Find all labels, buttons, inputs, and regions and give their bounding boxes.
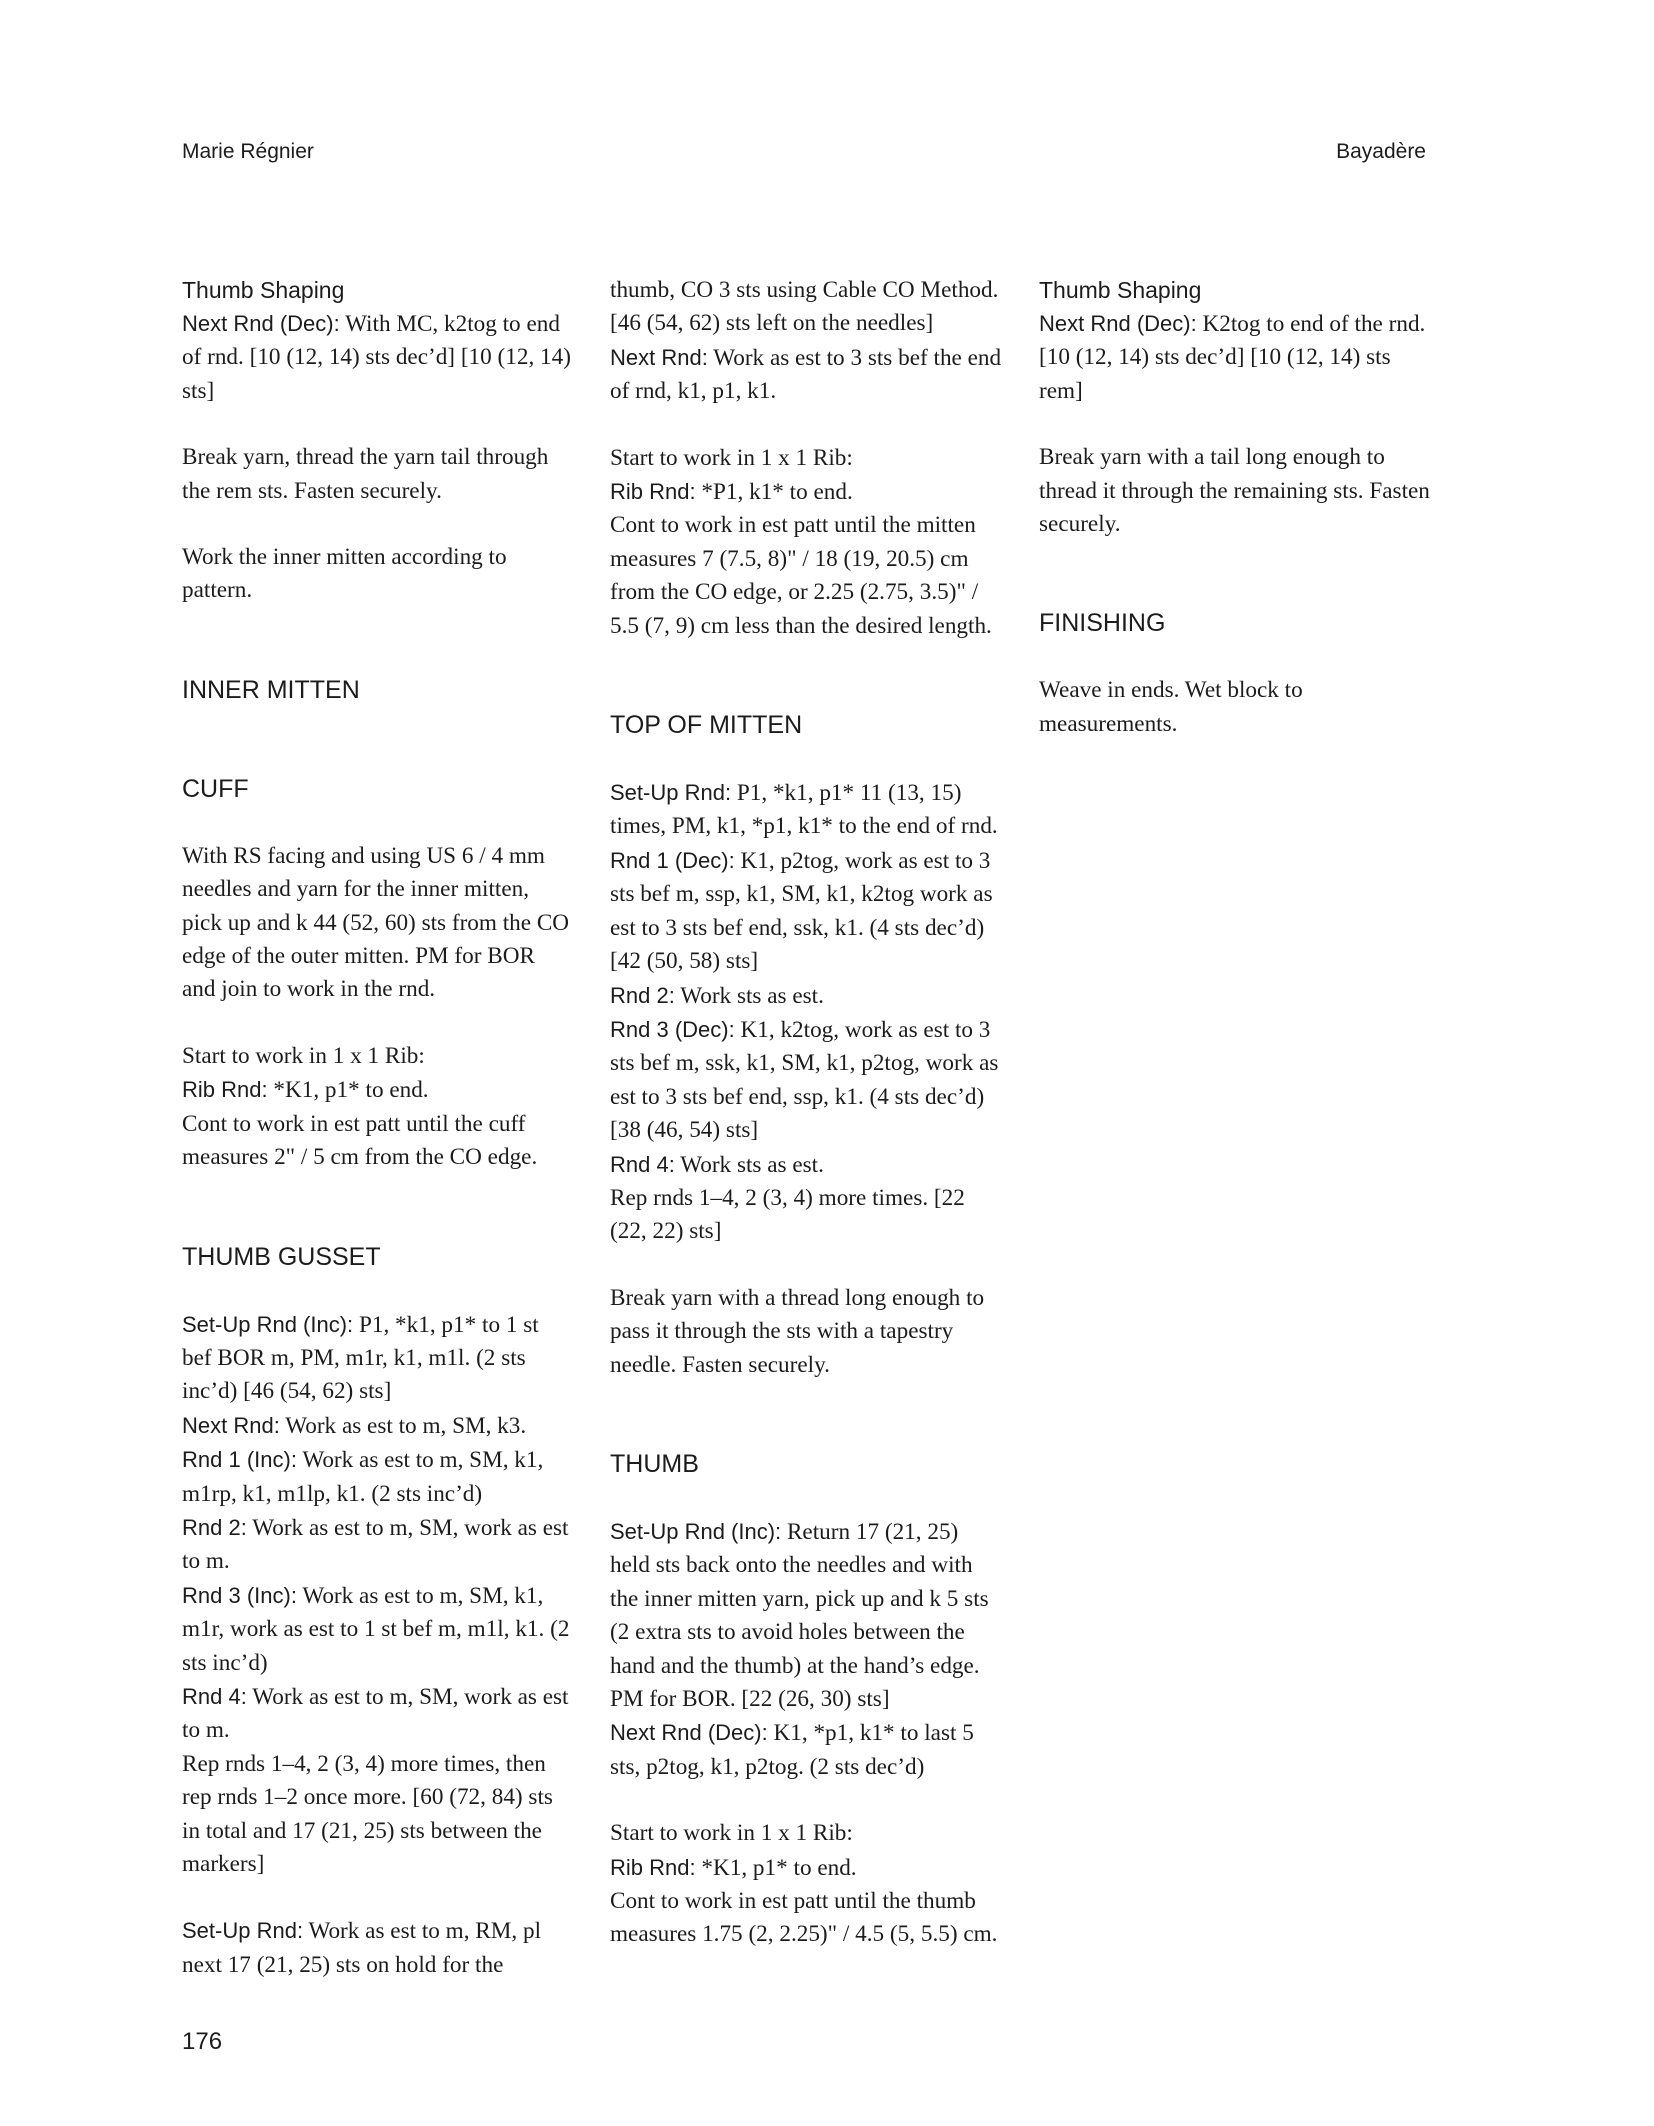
instruction-rib-rnd xyxy=(610,475,1002,509)
instruction-rnd-1 xyxy=(182,1443,574,1511)
instruction-setup-inc xyxy=(182,1308,574,1409)
instruction-label: Set-Up Rnd (Inc): xyxy=(182,1311,354,1337)
instruction-thumb-setup xyxy=(610,1515,1002,1716)
instruction-text: Work as est to 3 sts bef the end of rnd, k1, p1, k1. xyxy=(610,344,1002,405)
weave-paragraph: Weave in ends. Wet block to measurements. xyxy=(1039,677,1303,737)
instruction-text: *K1, p1* to end. xyxy=(695,1854,857,1881)
instruction-label: Rnd 3 (Inc): xyxy=(182,1582,297,1608)
instruction-text: *K1, p1* to end. xyxy=(267,1077,429,1104)
instruction-text: K1, *p1, k1* to last 5 sts, p2tog, k1, p2tog. (2 sts dec’d) xyxy=(610,1720,974,1780)
instruction-rnd-3 xyxy=(182,1579,574,1680)
instruction-rnd-4 xyxy=(182,1680,574,1748)
instruction-text: Work as est to m, SM, work as est to m. xyxy=(182,1683,569,1744)
instruction-label: Set-Up Rnd (Inc): xyxy=(610,1518,782,1544)
cont-cuff-paragraph: Cont to work in est patt until the cuff measures 2" / 5 cm from the CO edge. xyxy=(182,1110,538,1171)
cuff-heading: CUFF xyxy=(182,774,249,803)
instruction-thumb-next xyxy=(610,1716,1002,1784)
instruction-rib-rnd xyxy=(610,1851,1002,1885)
instruction-label: Rnd 3 (Dec): xyxy=(610,1016,735,1042)
instruction-text: P1, *k1, p1* to 1 st bef BOR m, PM, m1r, k1, m1l. (2 sts inc’d) [46 (54, 62) sts] xyxy=(182,1311,539,1405)
instruction-text: Work as est to m, RM, pl next 17 (21, 25) sts on hold for the xyxy=(182,1918,542,1978)
instruction-text: Work as est to m, SM, k1, m1rp, k1, m1lp, k1. (2 sts inc’d) xyxy=(182,1447,544,1507)
thumb-heading: THUMB xyxy=(610,1449,699,1478)
instruction-label: Rnd 2: xyxy=(610,982,675,1008)
repeat-paragraph: Rep rnds 1–4, 2 (3, 4) more times. [22 (22, 22) sts] xyxy=(610,1184,965,1245)
instruction-text: Work as est to m, SM, k3. xyxy=(279,1412,527,1439)
cont-mitten-paragraph: Cont to work in est patt until the mitten measures 7 (7.5, 8)" / 18 (19, 20.5) cm from the CO edge, or 2.25 (2.75, 3.5)" / 5.5 (7, 9) cm less than the desired length. xyxy=(610,512,992,639)
instruction-label: Rib Rnd: xyxy=(182,1077,268,1103)
text-column-3 xyxy=(1039,274,1431,741)
instruction-text: Return 17 (21, 25) held sts back onto the needles and with the inner mitten yarn, pick up and k 5 sts (2 extra sts to avoid holes between the hand and the thumb) at the hand’s edge. PM for BOR. [22 (26, 30) sts] xyxy=(610,1518,989,1712)
instruction-label: Next Rnd: xyxy=(610,344,708,370)
instruction-text: Work as est to m, SM, work as est to m. xyxy=(182,1514,569,1575)
thumb-shaping-heading: Thumb Shaping xyxy=(182,277,345,303)
start-rib-paragraph: Start to work in 1 x 1 Rib: xyxy=(610,1820,853,1847)
thumb-shaping-heading: Thumb Shaping xyxy=(1039,277,1202,303)
work-inner-paragraph: Work the inner mitten according to pattern. xyxy=(182,544,507,604)
instruction-next-rnd xyxy=(610,341,1002,409)
instruction-rnd-3 xyxy=(610,1013,1002,1148)
instruction-label: Next Rnd (Dec): xyxy=(182,311,340,336)
instruction-text: Work sts as est. xyxy=(674,1151,824,1178)
instruction-next-rnd xyxy=(182,1409,574,1443)
instruction-label: Rnd 2: xyxy=(182,1514,247,1540)
repeat-paragraph: Rep rnds 1–4, 2 (3, 4) more times, then rep rnds 1–2 once more. [60 (72, 84) sts in total and 17 (21, 25) sts between the markers] xyxy=(182,1750,553,1877)
page-number: 176 xyxy=(182,2028,223,2055)
instruction-rnd-2 xyxy=(610,979,1002,1013)
instruction-text: Work sts as est. xyxy=(674,982,824,1009)
instruction-label: Rnd 1 (Inc): xyxy=(182,1447,297,1473)
cuff-paragraph: With RS facing and using US 6 / 4 mm needles and yarn for the inner mitten, pick up and k 44 (52, 60) sts from the CO edge of the outer mitten. PM for BOR and join to work in the rnd. xyxy=(182,842,570,1003)
instruction-label: Set-Up Rnd: xyxy=(182,1918,304,1944)
instruction-text: K2tog to end of the rnd. [10 (12, 14) sts dec’d] [10 (12, 14) sts rem] xyxy=(1039,311,1426,404)
continued-paragraph: thumb, CO 3 sts using Cable CO Method. [46 (54, 62) sts left on the needles] xyxy=(610,277,999,337)
instruction-label: Next Rnd (Dec): xyxy=(610,1720,768,1746)
instruction-rnd-4 xyxy=(610,1148,1002,1182)
instruction-rnd-1 xyxy=(610,844,1002,979)
instruction-label: Rib Rnd: xyxy=(610,479,696,505)
instruction-label: Set-Up Rnd: xyxy=(610,780,732,806)
instruction-label: Rnd 4: xyxy=(182,1683,247,1709)
start-rib-paragraph: Start to work in 1 x 1 Rib: xyxy=(182,1042,425,1069)
instruction-label: Rnd 1 (Dec): xyxy=(610,847,735,873)
instruction-text: P1, *k1, p1* 11 (13, 15) times, PM, k1, *p1, k1* to the end of rnd. xyxy=(610,780,998,840)
finishing-heading: FINISHING xyxy=(1039,609,1166,638)
instruction-rnd-2 xyxy=(182,1511,574,1579)
instruction-next-rnd-dec xyxy=(1039,307,1431,408)
break-yarn-paragraph: Break yarn with a tail long enough to thread it through the remaining sts. Fasten securely. xyxy=(1039,444,1430,538)
top-of-mitten-heading: TOP OF MITTEN xyxy=(610,711,803,740)
instruction-label: Next Rnd: xyxy=(182,1412,280,1438)
break-yarn-paragraph: Break yarn, thread the yarn tail through the rem sts. Fasten securely. xyxy=(182,444,549,504)
instruction-next-rnd-dec xyxy=(182,307,574,408)
instruction-setup-rnd xyxy=(182,1914,574,1982)
start-rib-paragraph: Start to work in 1 x 1 Rib: xyxy=(610,444,853,471)
break-yarn-paragraph: Break yarn with a thread long enough to pass it through the sts with a tapestry needle. Fasten securely. xyxy=(610,1284,985,1378)
instruction-text: Work as est to m, SM, k1, m1r, work as est to 1 st bef m, m1l, k1. (2 sts inc’d) xyxy=(182,1582,570,1676)
running-header-title: Bayadère xyxy=(1336,140,1426,163)
instruction-text: With MC, k2tog to end of rnd. [10 (12, 14) sts dec’d] [10 (12, 14) sts] xyxy=(182,311,571,404)
cont-thumb-paragraph: Cont to work in est patt until the thumb measures 1.75 (2, 2.25)" / 4.5 (5, 5.5) cm. xyxy=(610,1888,998,1948)
instruction-text: K1, p2tog, work as est to 3 sts bef m, ssp, k1, SM, k1, k2tog work as est to 3 sts bef end, ssk, k1. (4 sts dec’d) [42 (50, 58) sts] xyxy=(610,847,993,975)
running-header-author: Marie Régnier xyxy=(182,140,314,163)
instruction-text: *P1, k1* to end. xyxy=(695,479,853,506)
instruction-label: Rnd 4: xyxy=(610,1151,675,1177)
instruction-label: Next Rnd (Dec): xyxy=(1039,311,1197,336)
thumb-gusset-heading: THUMB GUSSET xyxy=(182,1242,381,1271)
instruction-label: Rib Rnd: xyxy=(610,1854,696,1880)
instruction-text: K1, k2tog, work as est to 3 sts bef m, ssk, k1, SM, k1, p2tog, work as est to 3 sts bef end, ssp, k1. (4 sts dec’d) [38 (46, 54) sts] xyxy=(610,1016,999,1144)
instruction-rib-rnd xyxy=(182,1073,574,1107)
text-column-2 xyxy=(610,274,1002,1952)
instruction-setup-rnd xyxy=(610,776,1002,844)
text-column-1 xyxy=(182,274,574,1982)
inner-mitten-heading: INNER MITTEN xyxy=(182,675,360,704)
